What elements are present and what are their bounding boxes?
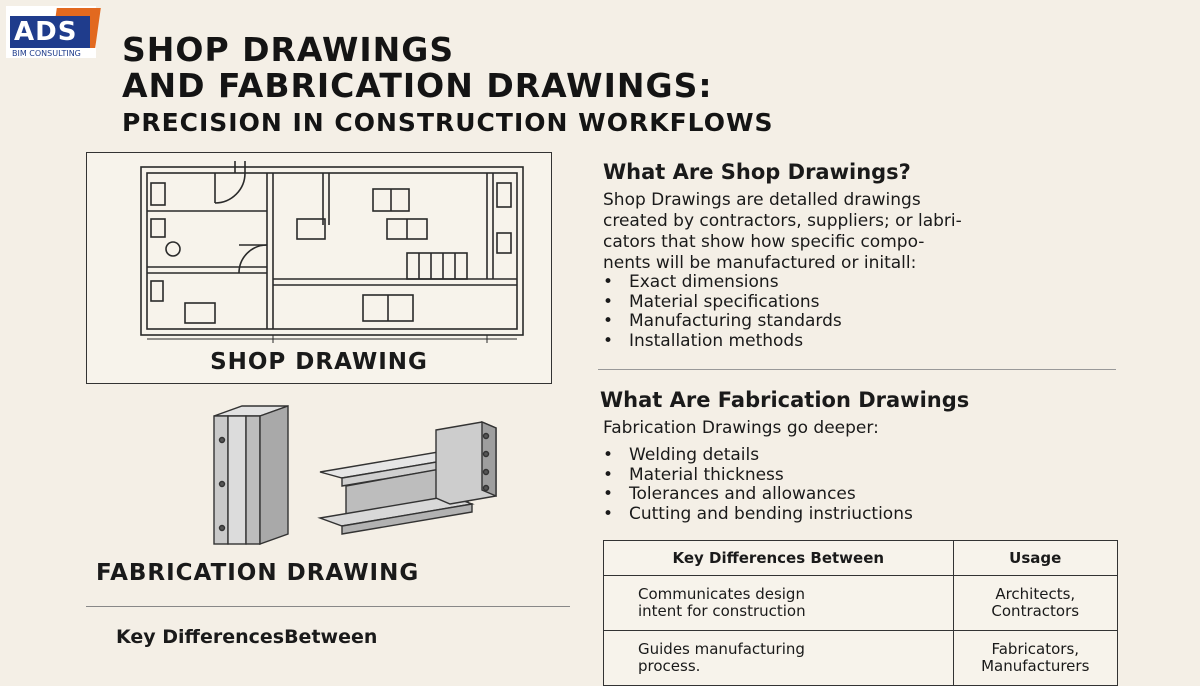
table-cell-difference — [604, 576, 954, 631]
shop-desc-line: cators that show how specific compo- — [603, 232, 925, 252]
right-divider — [598, 369, 1116, 370]
table-header-differences: Key Differences Between — [604, 541, 954, 576]
shop-drawing-label: SHOP DRAWING — [210, 349, 428, 375]
table-cell-usage — [953, 631, 1117, 686]
table-row — [604, 631, 1118, 686]
logo-brand-text: ADS — [14, 17, 78, 47]
shop-drawings-description — [603, 190, 1123, 274]
table-row — [604, 576, 1118, 631]
shop-drawing-panel — [86, 152, 552, 384]
cell-line: Architects, — [995, 585, 1076, 603]
fabrication-drawing-label: FABRICATION DRAWING — [96, 560, 420, 586]
key-differences-table — [603, 540, 1118, 686]
cell-line: Communicates design — [638, 585, 805, 603]
table-header-row — [604, 541, 1118, 576]
table-cell-difference — [604, 631, 954, 686]
shop-drawings-list — [603, 273, 842, 351]
cell-line: Guides manufacturing — [638, 640, 805, 658]
cell-line: Manufacturers — [981, 657, 1090, 675]
shop-desc-line: created by contractors, suppliers; or labri- — [603, 211, 962, 231]
table-cell-usage — [953, 576, 1117, 631]
page-title — [122, 32, 774, 140]
list-item: • Welding details — [603, 446, 913, 466]
ads-logo — [6, 6, 96, 58]
list-item: • Installation methods — [603, 332, 842, 352]
table-header-usage: Usage — [953, 541, 1117, 576]
key-differences-caption: Key DifferencesBetween — [116, 626, 378, 648]
title-line-2: AND FABRICATION DRAWINGS: — [122, 66, 713, 105]
list-item: • Material thickness — [603, 466, 913, 486]
logo-tagline: BIM CONSULTING — [12, 49, 81, 58]
title-line-3: PRECISION IN CONSTRUCTION WORKFLOWS — [122, 108, 774, 137]
left-divider — [86, 606, 570, 607]
fabrication-drawings-description: Fabrication Drawings go deeper: — [603, 418, 879, 438]
list-item: • Cutting and bending instriuctions — [603, 505, 913, 525]
shop-desc-line: Shop Drawings are detalled drawings — [603, 190, 921, 210]
fabrication-drawings-list — [603, 446, 913, 524]
shop-desc-line: nents will be manufactured or initall: — [603, 253, 917, 273]
steel-beam-illustration — [200, 400, 520, 560]
cell-line: Contractors — [991, 602, 1080, 620]
shop-drawings-heading: What Are Shop Drawings? — [603, 160, 911, 184]
cell-line: intent for construction — [638, 602, 806, 620]
cell-line: process. — [638, 657, 701, 675]
title-line-1: SHOP DRAWINGS — [122, 30, 455, 69]
list-item: • Tolerances and allowances — [603, 485, 913, 505]
fabrication-illustration — [200, 400, 520, 560]
list-item: • Material specifications — [603, 293, 842, 313]
cell-line: Fabricators, — [991, 640, 1080, 658]
list-item: • Exact dimensions — [603, 273, 842, 293]
list-item: • Manufacturing standards — [603, 312, 842, 332]
fabrication-drawings-heading: What Are Fabrication Drawings — [600, 388, 970, 412]
